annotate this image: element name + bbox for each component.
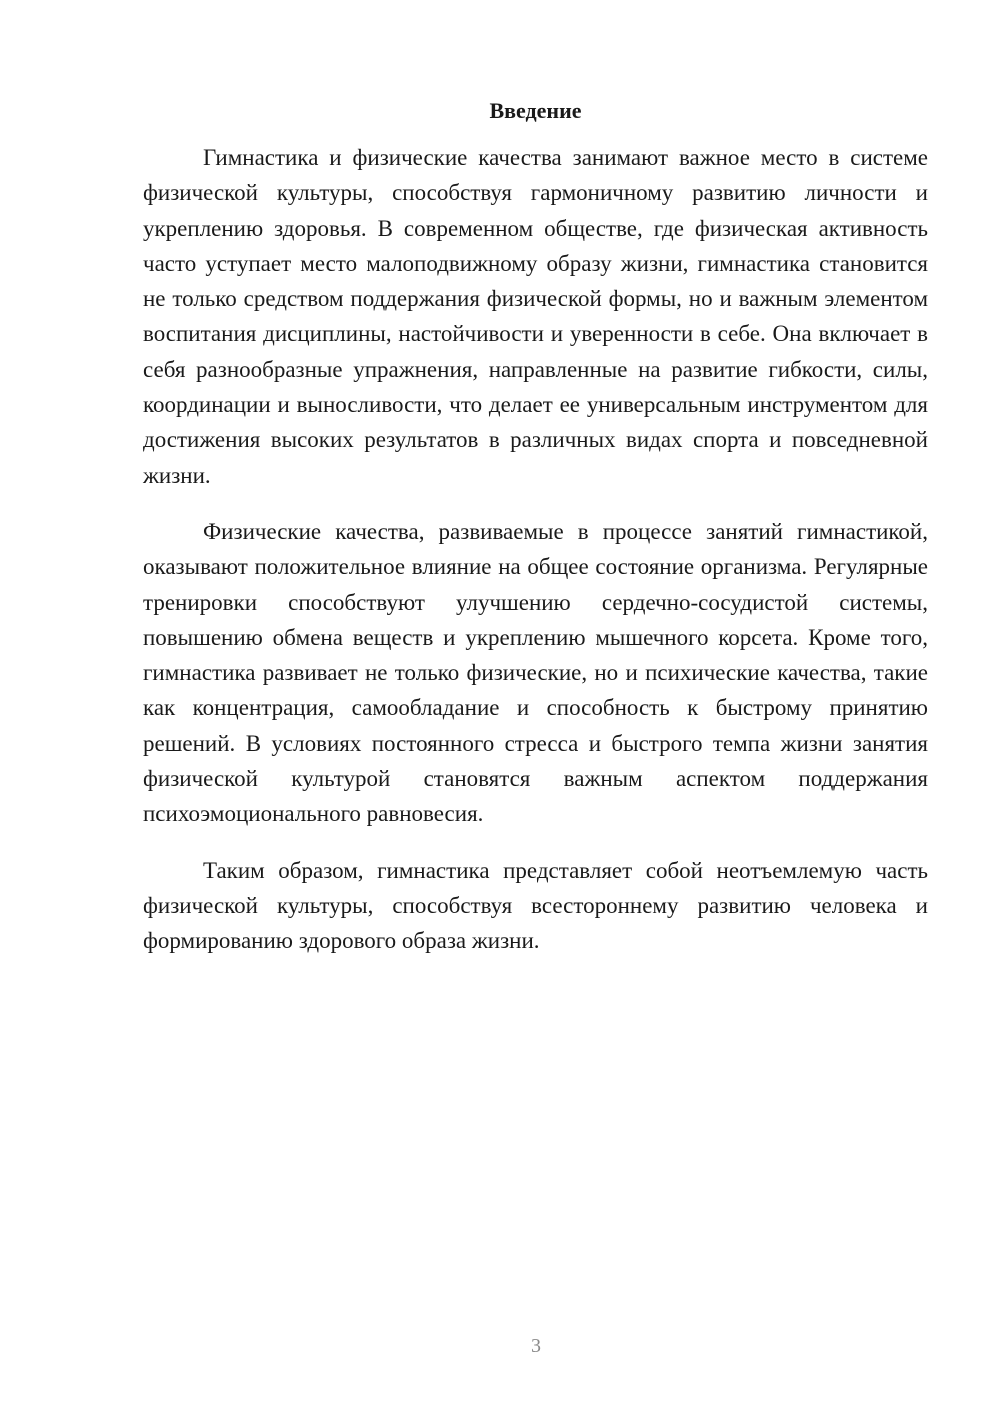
paragraph-3: Таким образом, гимнастика представляет собой неотъемлемую часть физической культуры, способствуя всестороннему развитию человека и формированию здорового образа жизни.	[143, 857, 928, 954]
paragraph-2: Физические качества, развиваемые в процессе занятий гимнастикой, оказывают положительное влияние на общее состояние организма. Регулярные тренировки способствуют улучшению сердечно-сосудистой системы, повышению обмена веществ и укреплению мышечного корсета. Кроме того, гимнастика развивает не только физические, но и психические качества, такие как концентрация, самообладание и способность к быстрому принятию решений. В условиях постоянного стресса и быстрого темпа жизни занятия физической культурой становятся важным аспектом поддержания психоэмоционального равновесия.	[143, 518, 928, 827]
paragraph-1: Гимнастика и физические качества занимают важное место в системе физической культуры, способствуя гармоничному развитию личности и укреплению здоровья. В современном обществе, где физическая активность часто уступает место малоподвижному образу жизни, гимнастика становится не только средством поддержания физической формы, но и важным элементом воспитания дисциплины, настойчивости и уверенности в себе. Она включает в себя разнообразные упражнения, направленные на развитие гибкости, силы, координации и выносливости, что делает ее универсальным инструментом для достижения высоких результатов в различных видах спорта и повседневной жизни.	[143, 145, 928, 488]
page-number: 3	[531, 1335, 541, 1357]
page-content	[143, 96, 928, 980]
page-title: Введение	[489, 98, 582, 123]
